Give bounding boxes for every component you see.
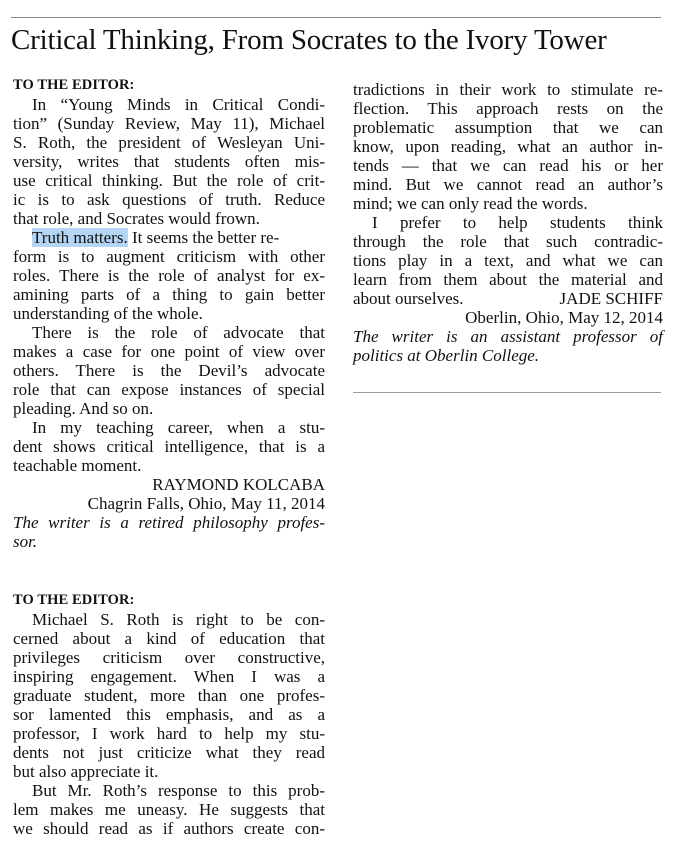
letter1-line: understanding of the whole. (13, 304, 203, 323)
letter2-line: flection. This approach rests on the (353, 99, 663, 118)
letter1-highlight-line (13, 228, 325, 247)
selected-text-highlight[interactable]: Truth matters. (32, 228, 128, 247)
letter2-line: mind. But we cannot read an author’s (353, 175, 663, 194)
letter2-line: tions play in a text, and what we can (353, 251, 663, 270)
letter1-bio: sor. (13, 532, 38, 551)
right-column (353, 80, 663, 365)
letter2-header: TO THE EDITOR: (13, 592, 135, 608)
letter2-line: through the role that such contradic- (353, 232, 663, 251)
letter2-line: Michael S. Roth is right to be con- (32, 610, 325, 629)
letter2-bio: politics at Oberlin College. (353, 346, 540, 365)
letter1-line: teachable moment. (13, 456, 142, 475)
left-column (13, 76, 325, 838)
letter2-bio: The writer is an assistant professor of (353, 327, 663, 346)
letter1-line: others. There is the Devil’s advocate (13, 361, 325, 380)
letter2-line: tends — that we can read his or her (353, 156, 663, 175)
letter1-line: makes a case for one point of view over (13, 342, 325, 361)
letter2-line: problematic assumption that we can (353, 118, 663, 137)
letter2-last-line-text: about ourselves. (353, 289, 464, 308)
letter2-location: Oberlin, Ohio, May 12, 2014 (465, 308, 663, 327)
letter1-line: dent shows critical intelligence, that is a (13, 437, 325, 456)
letter2-line: mind; we can only read the words. (353, 194, 588, 213)
letter2-line: dents not just criticize what they read (13, 743, 325, 762)
letter1-line: pleading. And so on. (13, 399, 154, 418)
letter2-line: graduate student, more than one profes- (13, 686, 325, 705)
letter2-last-line (353, 289, 663, 308)
letter1-line: In “Young Minds in Critical Condi- (32, 95, 325, 114)
letter1-line: role that can expose instances of special (13, 380, 325, 399)
letter1-line: versity, writes that students often mis- (13, 152, 325, 171)
letter1-line: In my teaching career, when a stu- (32, 418, 325, 437)
letter2-line: But Mr. Roth’s response to this prob- (32, 781, 325, 800)
headline: Critical Thinking, From Socrates to the Ivory Tower (11, 24, 607, 56)
letter2-line: lem makes me uneasy. He suggests that (13, 800, 325, 819)
letter2-line: professor, I work hard to help my stu- (13, 724, 325, 743)
letter-gap (13, 551, 325, 591)
letter1-line: S. Roth, the president of Wesleyan Uni- (13, 133, 325, 152)
column-end-rule (353, 392, 661, 393)
letter1-line: that role, and Socrates would frown. (13, 209, 260, 228)
letter2-line: learn from them about the material and (353, 270, 663, 289)
letter1-line: roles. There is the role of analyst for ex- (13, 266, 325, 285)
letter1-line: ic is to ask questions of truth. Reduce (13, 190, 325, 209)
letter2-line: I prefer to help students think (372, 213, 663, 232)
letter2-line: we should read as if authors create con- (13, 819, 325, 838)
letter1-line: form is to augment criticism with other (13, 247, 325, 266)
letter1-line: There is the role of advocate that (32, 323, 325, 342)
letter1-line-after-highlight: It seems the better re- (127, 228, 280, 247)
letter2-line: sor lamented this emphasis, and as a (13, 705, 325, 724)
letter2-line: know, upon reading, what an author in- (353, 137, 663, 156)
letter2-line: cerned about a kind of education that (13, 629, 325, 648)
letter1-line: tion” (Sunday Review, May 11), Michael (13, 114, 325, 133)
letter2-line: tradictions in their work to stimulate re- (353, 80, 663, 99)
letter1-bio: The writer is a retired philosophy profes- (13, 513, 325, 532)
letter2-line: privileges criticism over constructive, (13, 648, 325, 667)
top-rule (11, 17, 661, 18)
letter2-line: but also appreciate it. (13, 762, 159, 781)
letter2-author: JADE SCHIFF (559, 289, 663, 308)
letter1-header: TO THE EDITOR: (13, 77, 135, 93)
letter1-line: use critical thinking. But the role of crit- (13, 171, 325, 190)
letter1-line: amining parts of a thing to gain better (13, 285, 325, 304)
letter1-location: Chagrin Falls, Ohio, May 11, 2014 (87, 494, 325, 513)
letter2-line: inspiring engagement. When I was a (13, 667, 325, 686)
letter1-author: RAYMOND KOLCABA (152, 475, 325, 494)
